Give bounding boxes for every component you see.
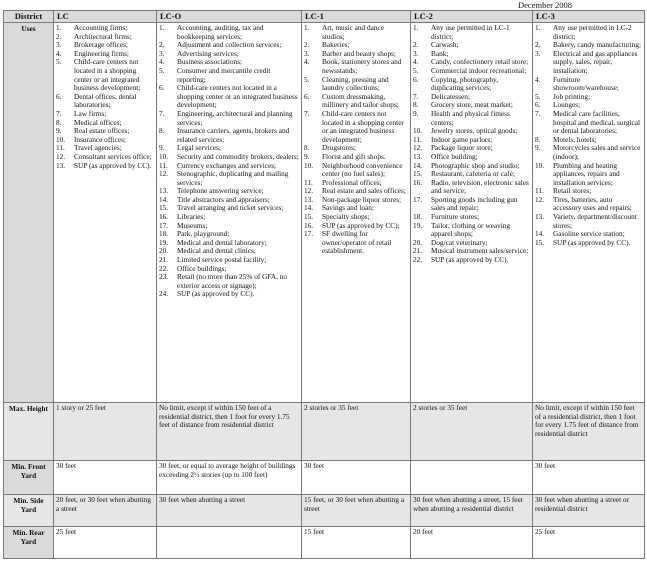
use-list-item bbox=[535, 196, 642, 213]
list-item-text: Radio, television, electronic sales and service; bbox=[431, 177, 529, 196]
zoning-district-table bbox=[3, 10, 645, 559]
list-item-text: Commercial indoor recreational; bbox=[431, 65, 527, 75]
list-item-text: Retail stores; bbox=[553, 186, 592, 196]
side-yard-lc-1: 15 feet, or 30 feet when abutting a street bbox=[302, 495, 411, 527]
uses-lc-1 bbox=[302, 23, 411, 403]
list-item-text: Specialty shops; bbox=[322, 212, 370, 222]
list-item-number: 14. bbox=[159, 194, 169, 204]
use-list-item bbox=[535, 110, 642, 136]
use-list-item bbox=[413, 24, 530, 41]
list-item-number: 15. bbox=[535, 237, 545, 247]
list-item-number: 10. bbox=[535, 160, 545, 170]
list-item-text: Law firms; bbox=[74, 108, 107, 118]
list-item-number: 10. bbox=[159, 151, 169, 161]
max-height-label: Max. Height bbox=[4, 403, 54, 461]
list-item-text: Retail (no more than 25% of GFA, no exterior access or signage); bbox=[177, 272, 288, 290]
list-item-text: Barber and beauty shops; bbox=[322, 48, 396, 58]
list-item-number: 4. bbox=[56, 48, 62, 58]
front-yard-lc-3: 30 feet bbox=[533, 461, 645, 495]
list-item-number: 1. bbox=[535, 23, 541, 32]
list-item-number: 20. bbox=[159, 246, 169, 256]
list-item-text: Engineering, architectural and planning services; bbox=[177, 108, 293, 127]
list-item-number: 23. bbox=[159, 272, 169, 282]
list-item-number: 2. bbox=[535, 40, 541, 50]
rear-yard-label: Min. Rear Yard bbox=[4, 527, 54, 559]
list-item-text: Health and physical fitness centers; bbox=[431, 108, 510, 127]
use-list-item bbox=[304, 162, 408, 179]
header-lc: LC bbox=[54, 11, 157, 23]
list-item-text: Savings and loan; bbox=[322, 203, 374, 213]
list-item-text: Bank; bbox=[431, 48, 449, 58]
list-item-number: 8. bbox=[304, 143, 310, 153]
list-item-text: Furniture showroom/warehouse; bbox=[553, 74, 620, 93]
list-item-text: Park, playground; bbox=[177, 229, 230, 239]
list-item-number: 12. bbox=[159, 169, 169, 179]
list-item-number: 6. bbox=[413, 74, 419, 84]
list-item-number: 21. bbox=[159, 255, 169, 265]
use-list-item bbox=[413, 196, 530, 213]
list-item-text: Telephone answering service; bbox=[177, 186, 264, 196]
list-item-text: Architectural firms; bbox=[74, 31, 132, 41]
use-list-item bbox=[413, 256, 530, 265]
list-item-number: 8. bbox=[56, 117, 62, 127]
list-item-text: Engineering firms; bbox=[74, 48, 129, 58]
list-item-text: Brokerage offices; bbox=[74, 40, 128, 50]
list-item-number: 4. bbox=[413, 57, 419, 67]
max-height-lc-2: 2 stories or 35 feet bbox=[411, 403, 533, 461]
list-item-text: Non-package liquor stores; bbox=[322, 194, 402, 204]
use-list-item bbox=[159, 110, 299, 127]
list-item-number: 1. bbox=[413, 23, 419, 32]
use-list-item bbox=[413, 76, 530, 93]
use-list-item bbox=[413, 110, 530, 127]
list-item-number: 18. bbox=[413, 212, 423, 222]
list-item-text: Accounting, auditing, tax and bookkeeping services; bbox=[177, 23, 264, 41]
front-yard-lc-o: 30 feet, or equal to average height of buildings exceeding 2½ stories (up to 100 feet) bbox=[157, 461, 302, 495]
list-item-number: 1. bbox=[159, 23, 165, 32]
list-item-text: Medical care facilities, hospital and medical, surgical or dental laboratories; bbox=[553, 108, 640, 136]
list-item-text: Bakeries; bbox=[322, 40, 350, 50]
list-item-number: 13. bbox=[304, 194, 314, 204]
list-item-text: Legal services; bbox=[177, 143, 221, 153]
use-list-item bbox=[304, 58, 408, 75]
rear-yard-lc-3: 25 feet bbox=[533, 527, 645, 559]
list-item-text: Real estate offices; bbox=[74, 126, 130, 136]
list-item-number: 3. bbox=[413, 48, 419, 58]
use-list-item bbox=[304, 230, 408, 256]
list-item-number: 7. bbox=[159, 108, 165, 118]
list-item-text: Plumbing and heating appliances, repairs and installation services; bbox=[553, 160, 620, 187]
max-height-lc: 1 story or 25 feet bbox=[54, 403, 157, 461]
list-item-number: 8. bbox=[535, 134, 541, 144]
list-item-text: Insurance offices; bbox=[74, 134, 126, 144]
list-item-text: Professional offices; bbox=[322, 177, 382, 187]
list-item-text: Lounges; bbox=[553, 100, 581, 110]
rear-yard-row bbox=[4, 527, 645, 559]
use-list-item bbox=[159, 67, 299, 84]
list-item-number: 5. bbox=[159, 65, 165, 75]
list-item-text: Variety, department/discount stores; bbox=[553, 212, 637, 230]
list-item-text: Copying, photography, duplicating services; bbox=[431, 74, 499, 93]
list-item-text: Drugstores; bbox=[322, 143, 357, 153]
list-item-number: 21. bbox=[413, 246, 423, 256]
list-item-text: SUP (as approved by CC). bbox=[553, 237, 631, 247]
list-item-number: 12. bbox=[56, 151, 66, 161]
list-item-number: 5. bbox=[413, 65, 419, 75]
list-item-number: 7. bbox=[413, 91, 419, 101]
side-yard-row bbox=[4, 495, 645, 527]
list-item-number: 17. bbox=[304, 229, 314, 239]
list-item-text: Currency exchanges and services; bbox=[177, 160, 277, 170]
list-item-text: Sporting goods including gun sales and repair; bbox=[431, 194, 518, 213]
list-item-number: 9. bbox=[159, 143, 165, 153]
rear-yard-lc-2: 20 feet bbox=[411, 527, 533, 559]
list-item-number: 7. bbox=[535, 108, 541, 118]
list-item-text: Travel agencies; bbox=[74, 143, 122, 153]
list-item-number: 14. bbox=[535, 229, 545, 239]
use-list-item bbox=[413, 222, 530, 239]
list-item-text: Consumer and mercantile credit reporting; bbox=[177, 65, 271, 84]
front-yard-lc-1: 30 feet bbox=[302, 461, 411, 495]
use-list-item bbox=[304, 110, 408, 144]
uses-lc-2 bbox=[411, 23, 533, 403]
front-yard-label: Min. Front Yard bbox=[4, 461, 54, 495]
use-list-item bbox=[159, 290, 299, 299]
list-item-text: Stenographic, duplicating and mailing services; bbox=[177, 169, 289, 187]
list-item-text: Indoor game parlors; bbox=[431, 134, 493, 144]
list-item-text: Art, music and dance studios; bbox=[322, 23, 385, 41]
list-item-text: Child-care centers not located in a shopping center or an integrated business development; bbox=[74, 57, 141, 93]
list-item-text: Security and commodity brokers, dealers; bbox=[177, 151, 299, 161]
use-list-item bbox=[535, 24, 642, 41]
list-item-number: 11. bbox=[159, 160, 168, 170]
list-item-number: 14. bbox=[413, 160, 423, 170]
list-item-text: Tailor, clothing or weaving apparel shops; bbox=[431, 220, 511, 239]
list-item-number: 16. bbox=[159, 212, 169, 222]
list-item-text: Bakery, candy manufacturing; bbox=[553, 40, 642, 50]
list-item-number: 3. bbox=[159, 48, 165, 58]
list-item-number: 11. bbox=[304, 177, 313, 187]
use-list-item bbox=[535, 162, 642, 188]
list-item-number: 10. bbox=[56, 134, 66, 144]
use-list-item bbox=[56, 58, 154, 92]
side-yard-lc-2: 30 feet when abutting a street, 15 feet when abutting a residential district bbox=[411, 495, 533, 527]
list-item-number: 3. bbox=[304, 48, 310, 58]
list-item-number: 19. bbox=[413, 220, 423, 230]
list-item-number: 12. bbox=[535, 194, 545, 204]
list-item-text: Cleaning, pressing and laundry collections; bbox=[322, 74, 389, 93]
list-item-number: 7. bbox=[56, 108, 62, 118]
list-item-text: Neighborhood convenience center (no fuel sales); bbox=[322, 160, 403, 179]
list-item-text: Child-care centers not located in a shopping center or an integrated business development; bbox=[322, 108, 404, 144]
use-list-item bbox=[56, 162, 154, 171]
uses-lc-3 bbox=[533, 23, 645, 403]
list-item-number: 6. bbox=[304, 91, 310, 101]
list-item-text: Musical instrument sales/service; bbox=[431, 246, 529, 256]
max-height-lc-o: No limit, except if within 150 feet of a residential district, then 1 foot for every 1.75 feet of distance from residential district bbox=[157, 403, 302, 461]
list-item-text: Adjustment and collection services; bbox=[177, 40, 282, 50]
list-item-text: Carwash; bbox=[431, 40, 459, 50]
list-item-number: 8. bbox=[413, 100, 419, 110]
list-item-text: Advertising services; bbox=[177, 48, 239, 58]
list-item-text: Motels, hotels; bbox=[553, 134, 597, 144]
header-lc-1: LC-1 bbox=[302, 11, 411, 23]
list-item-number: 11. bbox=[413, 134, 422, 144]
list-item-number: 14. bbox=[304, 203, 314, 213]
list-item-number: 18. bbox=[159, 229, 169, 239]
list-item-text: Medical offices; bbox=[74, 117, 122, 127]
rear-yard-lc-1: 15 feet bbox=[302, 527, 411, 559]
list-item-number: 11. bbox=[535, 186, 544, 196]
list-item-number: 9. bbox=[413, 108, 419, 118]
use-list-item bbox=[304, 76, 408, 93]
list-item-number: 6. bbox=[159, 83, 165, 93]
uses-lc bbox=[54, 23, 157, 403]
front-yard-lc-2 bbox=[411, 461, 533, 495]
list-item-text: Title abstractors and appraisers; bbox=[177, 194, 270, 204]
list-item-text: Restaurant, cafeteria or café; bbox=[431, 169, 515, 179]
list-item-text: Florist and gift shops. bbox=[322, 151, 386, 161]
list-item-text: Medical and dental laboratory; bbox=[177, 237, 267, 247]
list-item-text: Motorcycles sales and service (indoor); bbox=[553, 143, 641, 161]
list-item-text: Libraries; bbox=[177, 212, 206, 222]
list-item-text: Limited service postal facility; bbox=[177, 255, 267, 265]
list-item-text: Furniture stores; bbox=[431, 212, 480, 222]
use-list-item bbox=[535, 50, 642, 76]
uses-label: Uses bbox=[4, 23, 54, 403]
list-item-text: Book, stationery stores and newsstands; bbox=[322, 57, 402, 75]
list-item-number: 9. bbox=[56, 126, 62, 136]
list-item-number: 11. bbox=[56, 143, 65, 153]
list-item-number: 13. bbox=[535, 212, 545, 222]
list-item-number: 6. bbox=[56, 91, 62, 101]
list-item-text: Museums; bbox=[177, 220, 208, 230]
list-item-text: SUP (as approved by CC). bbox=[431, 255, 509, 265]
list-item-text: Office buildings; bbox=[177, 263, 227, 273]
list-item-text: Grocery store, meat market; bbox=[431, 100, 513, 110]
list-item-number: 13. bbox=[159, 186, 169, 196]
rear-yard-lc-o bbox=[157, 527, 302, 559]
list-item-number: 3. bbox=[56, 40, 62, 50]
list-item-number: 2. bbox=[159, 40, 165, 50]
use-list-item bbox=[159, 127, 299, 144]
rear-yard-lc: 25 feet bbox=[54, 527, 157, 559]
list-item-number: 12. bbox=[304, 186, 314, 196]
use-list-item bbox=[159, 84, 299, 110]
list-item-text: Delicatessen; bbox=[431, 91, 470, 101]
list-item-text: Office building; bbox=[431, 151, 478, 161]
use-list-item bbox=[413, 179, 530, 196]
max-height-lc-1: 2 stories or 35 feet bbox=[302, 403, 411, 461]
list-item-text: Consultant services office; bbox=[74, 151, 152, 161]
list-item-text: Business associations; bbox=[177, 57, 243, 67]
list-item-text: Accounting firms; bbox=[74, 23, 128, 32]
max-height-row bbox=[4, 403, 645, 461]
header-district: District bbox=[4, 11, 54, 23]
list-item-number: 2. bbox=[304, 40, 310, 50]
list-item-number: 1. bbox=[304, 23, 310, 32]
list-item-number: 4. bbox=[304, 57, 310, 67]
use-list-item bbox=[304, 93, 408, 110]
header-lc-o: LC-O bbox=[157, 11, 302, 23]
list-item-text: Gasoline service station; bbox=[553, 229, 625, 239]
list-item-number: 20. bbox=[413, 237, 423, 247]
list-item-number: 17. bbox=[413, 194, 423, 204]
side-yard-lc: 20 feet, or 30 feet when abutting a street bbox=[54, 495, 157, 527]
list-item-number: 22. bbox=[413, 255, 423, 265]
list-item-text: Insurance carriers, agents, brokers and related services; bbox=[177, 126, 290, 144]
list-item-number: 15. bbox=[304, 212, 314, 222]
list-item-text: Child-care centers not located in a shopping center or an integrated business development; bbox=[177, 83, 298, 110]
list-item-number: 2. bbox=[56, 31, 62, 41]
side-yard-label: Min. Side Yard bbox=[4, 495, 54, 527]
list-item-text: Medical and dental clinics; bbox=[177, 246, 256, 256]
use-list-item bbox=[535, 93, 642, 102]
use-list-item bbox=[159, 24, 299, 41]
header-row bbox=[4, 11, 645, 23]
list-item-number: 12. bbox=[413, 143, 423, 153]
list-item-number: 5. bbox=[304, 74, 310, 84]
list-item-text: Package liquor store; bbox=[431, 143, 493, 153]
list-item-number: 5. bbox=[535, 91, 541, 101]
front-yard-row bbox=[4, 461, 645, 495]
header-lc-3: LC-3 bbox=[533, 11, 645, 23]
list-item-text: Jewelry stores, optical goods; bbox=[431, 126, 518, 136]
use-list-item bbox=[535, 213, 642, 230]
list-item-number: 9. bbox=[304, 151, 310, 161]
list-item-text: Tires, batteries, auto accessory uses and repairs; bbox=[553, 194, 632, 213]
list-item-text: Candy, confectionery retail store; bbox=[431, 57, 529, 67]
side-yard-lc-o: 30 feet when abutting a street bbox=[157, 495, 302, 527]
list-item-number: 2. bbox=[413, 40, 419, 50]
use-list-item bbox=[535, 144, 642, 161]
use-list-item bbox=[304, 24, 408, 41]
list-item-text: Photographic shop and studio; bbox=[431, 160, 520, 170]
list-item-number: 6. bbox=[535, 100, 541, 110]
list-item-number: 17. bbox=[159, 220, 169, 230]
list-item-number: 5. bbox=[56, 57, 62, 67]
list-item-number: 15. bbox=[159, 203, 169, 213]
list-item-number: 10. bbox=[304, 160, 314, 170]
list-item-number: 13. bbox=[413, 151, 423, 161]
list-item-text: Any use permitted in LC-1 district; bbox=[431, 23, 510, 41]
list-item-text: Dog/cat veterinary; bbox=[431, 237, 488, 247]
list-item-number: 4. bbox=[159, 57, 165, 67]
use-list-item bbox=[159, 273, 299, 290]
list-item-text: Electrical and gas appliances supply, sales, repair, installation; bbox=[553, 48, 638, 75]
max-height-lc-3: No limit, except if within 150 feet of a residential district, then 1 foot for every 1.75 feet of distance from residential district bbox=[533, 403, 645, 461]
list-item-number: 10. bbox=[413, 126, 423, 136]
list-item-text: Any use permitted in LC-2 district; bbox=[553, 23, 632, 41]
list-item-number: 19. bbox=[159, 237, 169, 247]
header-lc-2: LC-2 bbox=[411, 11, 533, 23]
uses-lc-o bbox=[157, 23, 302, 403]
list-item-text: Travel arranging and ticket services; bbox=[177, 203, 284, 213]
list-item-number: 1. bbox=[56, 23, 62, 32]
use-list-item bbox=[535, 239, 642, 248]
list-item-number: 4. bbox=[535, 74, 541, 84]
list-item-number: 8. bbox=[159, 126, 165, 136]
list-item-number: 7. bbox=[304, 108, 310, 118]
list-item-text: SUP (as approved by CC). bbox=[74, 160, 152, 170]
list-item-number: 16. bbox=[413, 177, 423, 187]
list-item-text: SUP (as approved by CC); bbox=[322, 220, 400, 230]
use-list-item bbox=[535, 76, 642, 93]
list-item-number: 15. bbox=[413, 169, 423, 179]
list-item-text: Job printing; bbox=[553, 91, 591, 101]
list-item-number: 9. bbox=[535, 143, 541, 153]
list-item-text: SF dwelling for owner/operator of retail establishment. bbox=[322, 229, 392, 256]
list-item-number: 16. bbox=[304, 220, 314, 230]
document-date: December 2008 bbox=[518, 0, 573, 10]
list-item-number: 22. bbox=[159, 263, 169, 273]
list-item-number: 3. bbox=[535, 48, 541, 58]
list-item-number: 13. bbox=[56, 160, 66, 170]
list-item-text: Custom dressmaking, millinery and tailor shops; bbox=[322, 91, 399, 110]
list-item-number: 24. bbox=[159, 289, 169, 299]
list-item-text: Real estate and sales offices; bbox=[322, 186, 406, 196]
uses-row bbox=[4, 23, 645, 403]
list-item-text: SUP (as approved by CC). bbox=[177, 289, 255, 299]
use-list-item bbox=[56, 93, 154, 110]
use-list-item bbox=[159, 170, 299, 187]
front-yard-lc: 30 feet bbox=[54, 461, 157, 495]
side-yard-lc-3: 30 feet when abutting a street or residential district bbox=[533, 495, 645, 527]
list-item-text: Dental offices, dental laboratories; bbox=[74, 91, 137, 110]
